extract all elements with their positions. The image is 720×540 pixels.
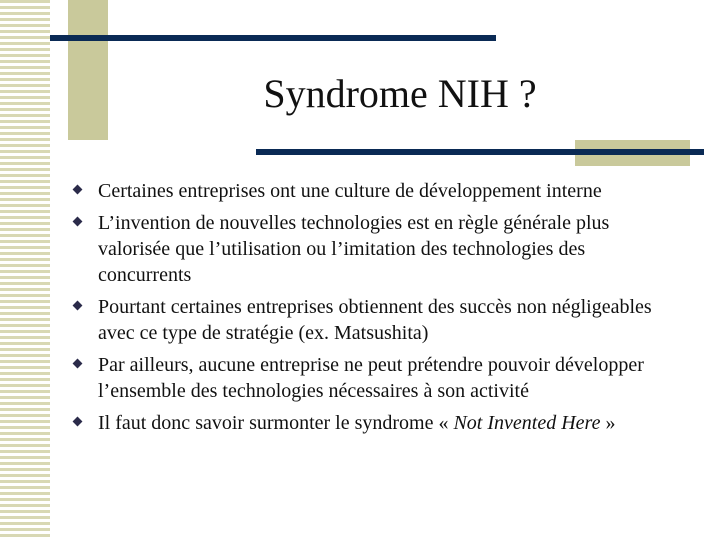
bullet-item <box>74 352 664 404</box>
bullet-text: Certaines entreprises ont une culture de développement interne <box>98 180 602 202</box>
diamond-bullet-icon <box>73 417 83 427</box>
diamond-bullet-icon <box>73 185 83 195</box>
bullet-list <box>74 178 664 442</box>
title-rule-top <box>50 35 496 41</box>
bullet-item <box>74 410 664 436</box>
bullet-item <box>74 294 664 346</box>
bullet-item <box>74 210 664 288</box>
bullet-text-suffix: » <box>600 412 616 434</box>
bullet-text: Pourtant certaines entreprises obtiennent des succès non négligeables avec ce type de stratégie (ex. Matsushita) <box>98 296 652 344</box>
diamond-bullet-icon <box>73 359 83 369</box>
decorative-stripe-column <box>0 0 50 540</box>
title-rule-bottom <box>256 149 704 155</box>
bullet-text-prefix: Il faut donc savoir surmonter le syndrome « <box>98 412 454 434</box>
bullet-text: Par ailleurs, aucune entreprise ne peut prétendre pouvoir développer l’ensemble des technologies nécessaires à son activité <box>98 354 644 402</box>
slide-title: Syndrome NIH ? <box>263 71 537 116</box>
decorative-block-top <box>68 0 108 140</box>
diamond-bullet-icon <box>73 301 83 311</box>
bullet-item <box>74 178 664 204</box>
diamond-bullet-icon <box>73 217 83 227</box>
bullet-text-emphasis: Not Invented Here <box>453 412 601 434</box>
bullet-text: L’invention de nouvelles technologies est en règle générale plus valorisée que l’utilisation ou l’imitation des technologies des concurrents <box>98 212 610 286</box>
